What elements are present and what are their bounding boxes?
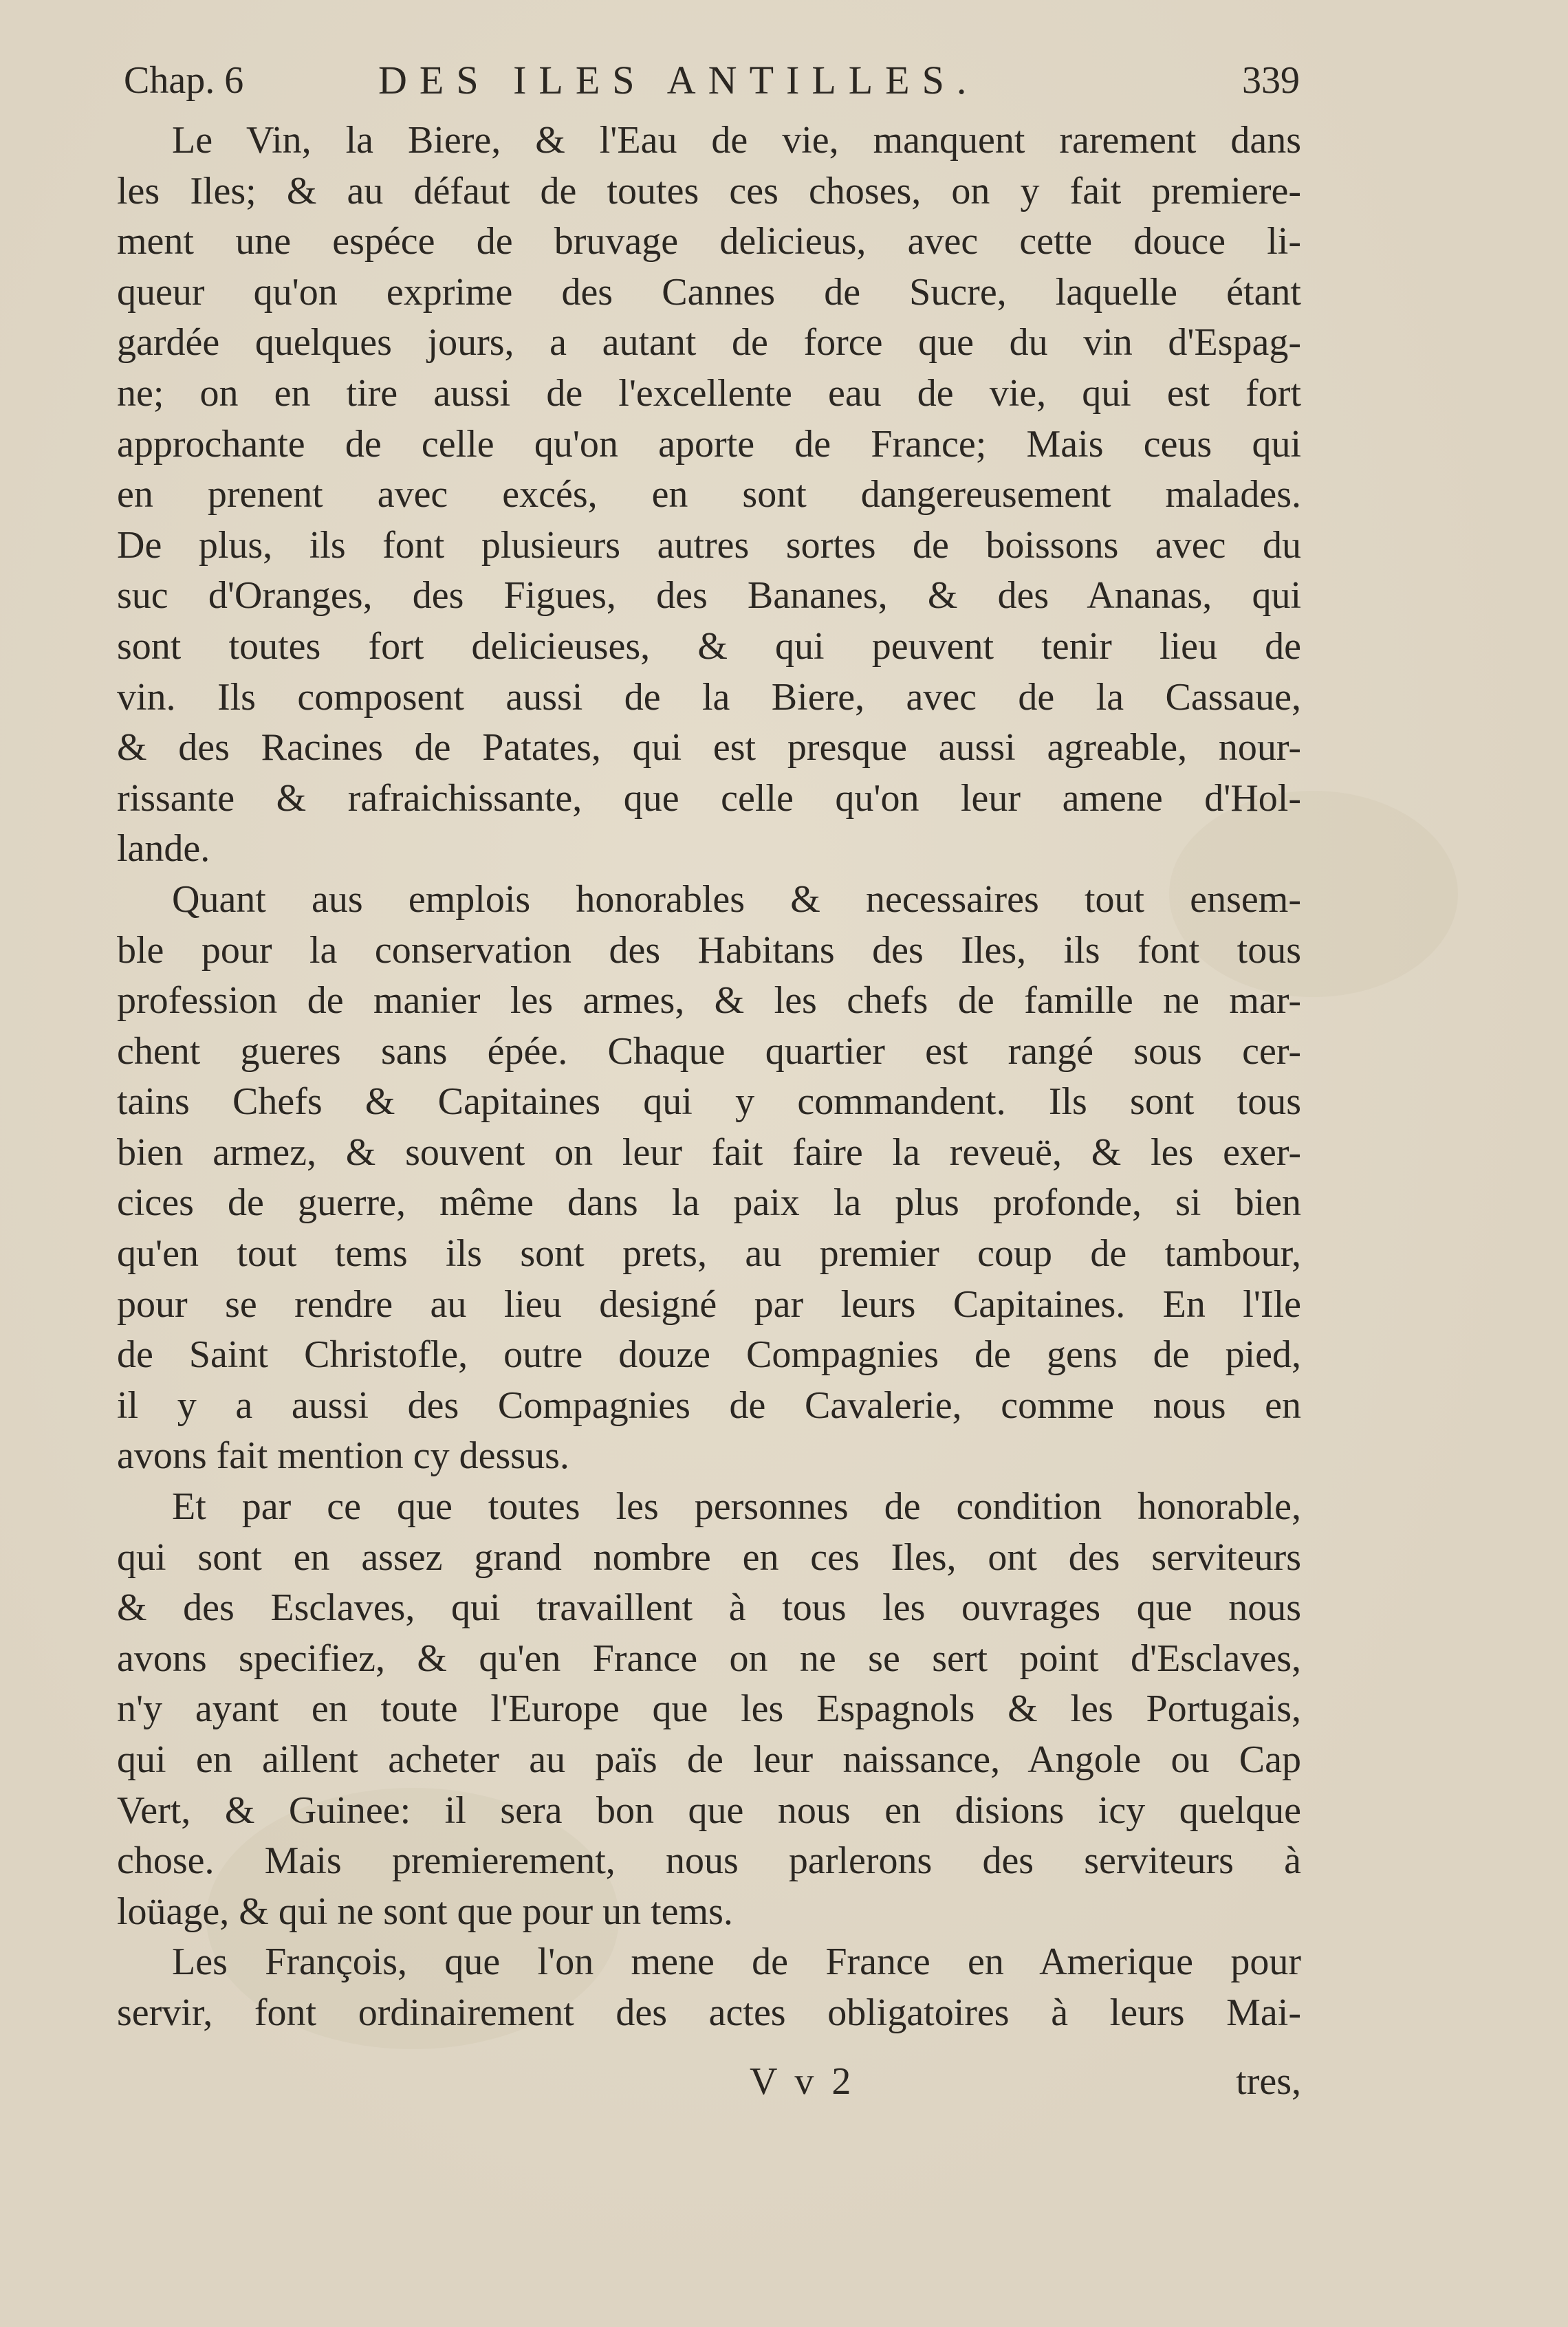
text-line: qui sont en assez grand nombre en ces Iles, ont des serviteurs xyxy=(117,1536,1301,1579)
text-line: il y a aussi des Compagnies de Cavalerie, comme nous en xyxy=(117,1384,1301,1427)
text-line: servir, font ordinairement des actes obligatoires à leurs Mai- xyxy=(117,1991,1301,2034)
running-title: DES ILES ANTILLES. xyxy=(378,58,979,102)
text-line: profession de manier les armes, & les chefs de famille ne mar- xyxy=(117,979,1301,1023)
page-footer xyxy=(117,2057,1301,2106)
text-line: qu'en tout tems ils sont prets, au premier coup de tambour, xyxy=(117,1232,1301,1276)
text-line: loüage, & qui ne sont que pour un tems. xyxy=(117,1890,733,1933)
text-line: rissante & rafraichissante, que celle qu'on leur amene d'Hol- xyxy=(117,776,1301,820)
text-line: les Iles; & au défaut de toutes ces choses, on y fait premiere- xyxy=(117,169,1301,212)
text-line: De plus, ils font plusieurs autres sortes de boissons avec du xyxy=(117,523,1301,567)
signature-mark: V v 2 xyxy=(750,2060,856,2103)
text-line: avons fait mention cy dessus. xyxy=(117,1434,569,1478)
text-line: avons specifiez, & qu'en France on ne se sert point d'Esclaves, xyxy=(117,1637,1301,1680)
text-line: Le Vin, la Biere, & l'Eau de vie, manquent rarement dans xyxy=(172,119,1301,162)
text-line: qui en aillent acheter au païs de leur naissance, Angole ou Cap xyxy=(117,1738,1301,1781)
running-header xyxy=(124,56,1307,105)
text-line: bien armez, & souvent on leur fait faire la reveuë, & les exer- xyxy=(117,1130,1301,1174)
text-line: queur qu'on exprime des Cannes de Sucre, laquelle étant xyxy=(117,270,1301,314)
text-line: suc d'Oranges, des Figues, des Bananes, & des Ananas, qui xyxy=(117,574,1301,618)
chapter-label: Chap. 6 xyxy=(124,59,244,102)
text-line: Vert, & Guinee: il sera bon que nous en disions icy quelque xyxy=(117,1789,1301,1832)
text-line: ment une espéce de bruvage delicieus, avec cette douce li- xyxy=(117,220,1301,263)
text-line: vin. Ils composent aussi de la Biere, avec de la Cassaue, xyxy=(117,675,1301,719)
text-line: ne; on en tire aussi de l'excellente eau de vie, qui est fort xyxy=(117,371,1301,415)
text-line: chose. Mais premierement, nous parlerons des serviteurs à xyxy=(117,1839,1301,1883)
text-line: sont toutes fort delicieuses, & qui peuvent tenir lieu de xyxy=(117,624,1301,668)
text-line: de Saint Christofle, outre douze Compagnies de gens de pied, xyxy=(117,1333,1301,1377)
text-line: en prenent avec excés, en sont dangereusement malades. xyxy=(117,473,1301,516)
text-line: & des Racines de Patates, qui est presque aussi agreable, nour- xyxy=(117,726,1301,769)
text-line: lande. xyxy=(117,827,210,871)
body-text xyxy=(117,116,1301,2039)
text-line: n'y ayant en toute l'Europe que les Espagnols & les Portugais, xyxy=(117,1687,1301,1731)
text-line: tains Chefs & Capitaines qui y commandent. Ils sont tous xyxy=(117,1080,1301,1124)
text-line: Les François, que l'on mene de France en Amerique pour xyxy=(172,1941,1301,1984)
text-line: & des Esclaves, qui travaillent à tous les ouvrages que nous xyxy=(117,1586,1301,1630)
text-line: Quant aus emplois honorables & necessaires tout ensem- xyxy=(172,877,1301,921)
text-line: chent gueres sans épée. Chaque quartier est rangé sous cer- xyxy=(117,1029,1301,1073)
page-number: 339 xyxy=(1242,59,1300,102)
text-line: approchante de celle qu'on aporte de France; Mais ceus qui xyxy=(117,422,1301,466)
catchword: tres, xyxy=(1236,2060,1301,2103)
text-line: gardée quelques jours, a autant de force que du vin d'Espag- xyxy=(117,321,1301,364)
text-line: Et par ce que toutes les personnes de condition honorable, xyxy=(172,1485,1301,1529)
text-line: pour se rendre au lieu designé par leurs Capitaines. En l'Ile xyxy=(117,1282,1301,1326)
text-line: cices de guerre, même dans la paix la plus profonde, si bien xyxy=(117,1181,1301,1225)
text-line: ble pour la conservation des Habitans des Iles, ils font tous xyxy=(117,928,1301,972)
